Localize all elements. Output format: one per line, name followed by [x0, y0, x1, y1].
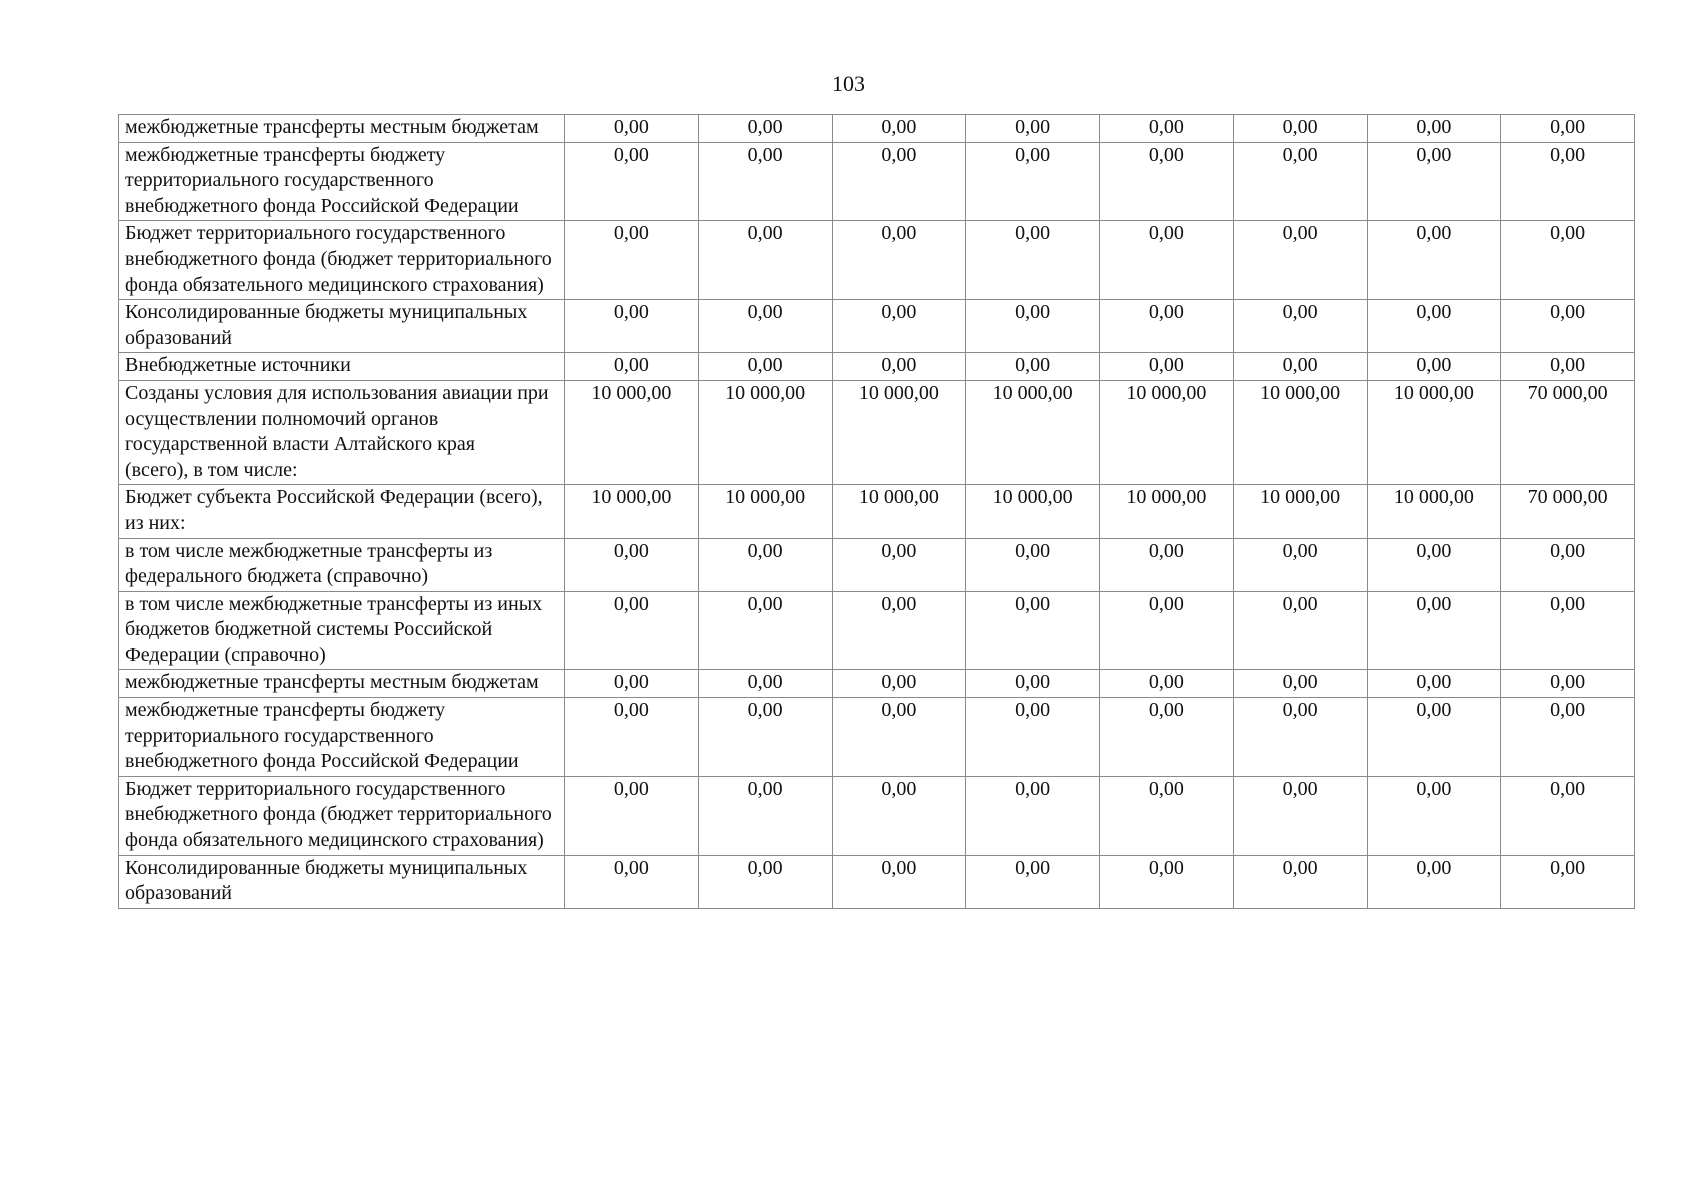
table-row — [119, 300, 1635, 353]
value-cell: 0,00 — [1233, 300, 1367, 353]
value-cell-total: 70 000,00 — [1501, 485, 1635, 538]
budget-table-body — [119, 115, 1635, 909]
value-cell: 0,00 — [1367, 300, 1501, 353]
value-cell: 10 000,00 — [1367, 485, 1501, 538]
value-cell: 10 000,00 — [698, 380, 832, 484]
table-row — [119, 221, 1635, 300]
value-cell: 0,00 — [698, 300, 832, 353]
value-cell: 0,00 — [1100, 115, 1234, 143]
value-cell: 0,00 — [966, 776, 1100, 855]
value-cell: 10 000,00 — [1233, 380, 1367, 484]
table-row — [119, 698, 1635, 777]
value-cell: 0,00 — [832, 670, 966, 698]
row-label: Бюджет субъекта Российской Федерации (всего), из них: — [119, 485, 565, 538]
value-cell-total: 0,00 — [1501, 591, 1635, 670]
table-row — [119, 142, 1635, 221]
page-number: 103 — [832, 71, 865, 96]
value-cell: 0,00 — [1100, 698, 1234, 777]
value-cell: 0,00 — [1367, 776, 1501, 855]
value-cell: 0,00 — [1233, 221, 1367, 300]
value-cell: 0,00 — [966, 538, 1100, 591]
value-cell: 0,00 — [698, 221, 832, 300]
table-row — [119, 538, 1635, 591]
value-cell-total: 0,00 — [1501, 670, 1635, 698]
value-cell: 10 000,00 — [1233, 485, 1367, 538]
table-row — [119, 353, 1635, 381]
value-cell: 0,00 — [966, 142, 1100, 221]
value-cell-total: 0,00 — [1501, 142, 1635, 221]
value-cell: 0,00 — [1367, 142, 1501, 221]
row-label: межбюджетные трансферты бюджету территориального государственного внебюджетного фонда Российской Федерации — [119, 142, 565, 221]
value-cell: 0,00 — [565, 855, 699, 908]
value-cell: 0,00 — [832, 855, 966, 908]
value-cell: 0,00 — [1367, 698, 1501, 777]
value-cell: 0,00 — [565, 698, 699, 777]
value-cell: 0,00 — [698, 670, 832, 698]
value-cell: 0,00 — [1233, 115, 1367, 143]
table-row — [119, 380, 1635, 484]
value-cell: 0,00 — [966, 591, 1100, 670]
value-cell: 0,00 — [1100, 221, 1234, 300]
value-cell: 0,00 — [565, 221, 699, 300]
budget-table — [118, 114, 1635, 909]
row-label: в том числе межбюджетные трансферты из федерального бюджета (справочно) — [119, 538, 565, 591]
value-cell: 0,00 — [966, 300, 1100, 353]
value-cell: 0,00 — [1367, 591, 1501, 670]
value-cell: 0,00 — [1233, 142, 1367, 221]
row-label: Бюджет территориального государственного внебюджетного фонда (бюджет территориального фонда обязательного медицинского страхования) — [119, 221, 565, 300]
value-cell-total: 0,00 — [1501, 300, 1635, 353]
value-cell: 0,00 — [1100, 538, 1234, 591]
value-cell: 0,00 — [565, 538, 699, 591]
value-cell: 0,00 — [966, 855, 1100, 908]
value-cell: 0,00 — [698, 855, 832, 908]
row-label: Внебюджетные источники — [119, 353, 565, 381]
row-label: в том числе межбюджетные трансферты из иных бюджетов бюджетной системы Российской Федерации (справочно) — [119, 591, 565, 670]
value-cell: 0,00 — [1233, 855, 1367, 908]
value-cell: 0,00 — [832, 300, 966, 353]
value-cell: 0,00 — [1233, 698, 1367, 777]
value-cell-total: 0,00 — [1501, 855, 1635, 908]
value-cell: 10 000,00 — [832, 380, 966, 484]
value-cell-total: 0,00 — [1501, 698, 1635, 777]
value-cell: 0,00 — [1100, 142, 1234, 221]
value-cell: 0,00 — [832, 776, 966, 855]
value-cell: 0,00 — [565, 353, 699, 381]
row-label: Созданы условия для использования авиации при осуществлении полномочий органов государственной власти Алтайского края (всего), в том числе: — [119, 380, 565, 484]
table-row — [119, 855, 1635, 908]
value-cell: 0,00 — [832, 698, 966, 777]
value-cell: 0,00 — [832, 142, 966, 221]
value-cell: 0,00 — [565, 142, 699, 221]
value-cell-total: 0,00 — [1501, 115, 1635, 143]
value-cell: 10 000,00 — [832, 485, 966, 538]
value-cell: 0,00 — [1367, 115, 1501, 143]
row-label: межбюджетные трансферты бюджету территориального государственного внебюджетного фонда Российской Федерации — [119, 698, 565, 777]
value-cell-total: 70 000,00 — [1501, 380, 1635, 484]
value-cell: 0,00 — [565, 591, 699, 670]
value-cell: 0,00 — [1367, 670, 1501, 698]
value-cell: 0,00 — [966, 115, 1100, 143]
value-cell: 0,00 — [1100, 353, 1234, 381]
value-cell: 0,00 — [1100, 591, 1234, 670]
value-cell: 0,00 — [565, 115, 699, 143]
value-cell: 0,00 — [966, 698, 1100, 777]
value-cell: 0,00 — [1233, 353, 1367, 381]
value-cell: 10 000,00 — [1367, 380, 1501, 484]
value-cell: 0,00 — [832, 115, 966, 143]
value-cell: 0,00 — [1233, 670, 1367, 698]
value-cell: 0,00 — [1100, 670, 1234, 698]
value-cell: 0,00 — [1367, 855, 1501, 908]
value-cell: 0,00 — [1100, 300, 1234, 353]
value-cell: 0,00 — [698, 115, 832, 143]
table-row — [119, 115, 1635, 143]
value-cell: 10 000,00 — [698, 485, 832, 538]
value-cell: 0,00 — [966, 221, 1100, 300]
value-cell: 10 000,00 — [966, 485, 1100, 538]
value-cell: 0,00 — [1100, 776, 1234, 855]
value-cell: 10 000,00 — [565, 485, 699, 538]
value-cell: 0,00 — [698, 142, 832, 221]
value-cell: 10 000,00 — [966, 380, 1100, 484]
table-row — [119, 485, 1635, 538]
value-cell: 0,00 — [565, 300, 699, 353]
value-cell: 0,00 — [565, 670, 699, 698]
value-cell-total: 0,00 — [1501, 776, 1635, 855]
value-cell-total: 0,00 — [1501, 221, 1635, 300]
value-cell: 0,00 — [966, 670, 1100, 698]
value-cell: 10 000,00 — [1100, 380, 1234, 484]
value-cell: 0,00 — [832, 353, 966, 381]
value-cell: 0,00 — [1367, 221, 1501, 300]
value-cell-total: 0,00 — [1501, 353, 1635, 381]
value-cell: 0,00 — [698, 591, 832, 670]
row-label: межбюджетные трансферты местным бюджетам — [119, 115, 565, 143]
row-label: Консолидированные бюджеты муниципальных образований — [119, 300, 565, 353]
value-cell-total: 0,00 — [1501, 538, 1635, 591]
value-cell: 0,00 — [832, 221, 966, 300]
value-cell: 0,00 — [1367, 353, 1501, 381]
table-row — [119, 591, 1635, 670]
value-cell: 10 000,00 — [565, 380, 699, 484]
value-cell: 0,00 — [698, 353, 832, 381]
row-label: межбюджетные трансферты местным бюджетам — [119, 670, 565, 698]
value-cell: 0,00 — [1233, 591, 1367, 670]
row-label: Бюджет территориального государственного внебюджетного фонда (бюджет территориального фонда обязательного медицинского страхования) — [119, 776, 565, 855]
value-cell: 0,00 — [565, 776, 699, 855]
table-row — [119, 670, 1635, 698]
value-cell: 10 000,00 — [1100, 485, 1234, 538]
row-label: Консолидированные бюджеты муниципальных образований — [119, 855, 565, 908]
table-row — [119, 776, 1635, 855]
value-cell: 0,00 — [698, 538, 832, 591]
value-cell: 0,00 — [1100, 855, 1234, 908]
value-cell: 0,00 — [966, 353, 1100, 381]
value-cell: 0,00 — [1233, 538, 1367, 591]
value-cell: 0,00 — [1367, 538, 1501, 591]
value-cell: 0,00 — [698, 776, 832, 855]
value-cell: 0,00 — [698, 698, 832, 777]
value-cell: 0,00 — [1233, 776, 1367, 855]
value-cell: 0,00 — [832, 538, 966, 591]
value-cell: 0,00 — [832, 591, 966, 670]
